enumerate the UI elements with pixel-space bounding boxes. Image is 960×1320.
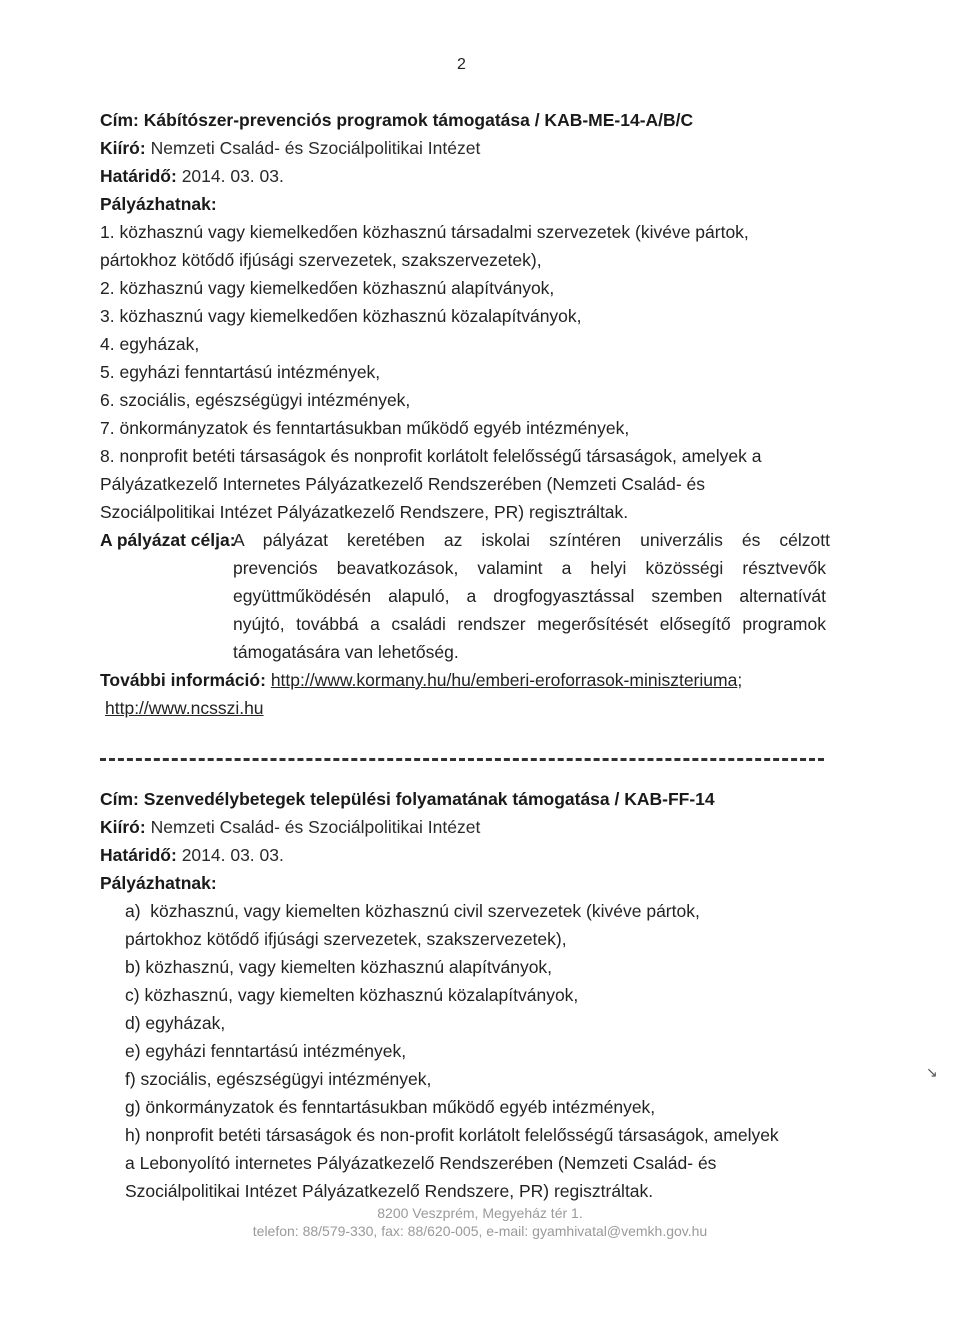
list-item: f) szociális, egészségügyi intézmények, [125, 1069, 432, 1089]
list-item: e) egyházi fenntartású intézmények, [125, 1041, 407, 1061]
list-item: Pályázatkezelő Internetes Pályázatkezelő Rendszerében (Nemzeti Család- és [100, 474, 706, 494]
title-label: Cím: [100, 789, 139, 809]
grant-block-2 [100, 785, 830, 1205]
list-item: 2. közhasznú vagy kiemelkedően közhasznú alapítványok, [100, 278, 555, 298]
page-number: 2 [457, 56, 466, 73]
stray-mark-icon: ↘ [926, 1064, 938, 1080]
applicants-list [100, 897, 830, 1205]
issuer-row [100, 134, 830, 162]
list-item: 3. közhasznú vagy kiemelkedően közhasznú közalapítványok, [100, 306, 582, 326]
title-row [100, 785, 830, 813]
list-item: b) közhasznú, vagy kiemelten közhasznú alapítványok, [125, 957, 553, 977]
issuer-value: Nemzeti Család- és Szociálpolitikai Intézet [150, 138, 481, 158]
info-separator: ; [737, 670, 743, 690]
list-item: 8. nonprofit betéti társaságok és nonprofit korlátolt felelősségű társaságok, amelyek a [100, 446, 762, 466]
footer-contact: telefon: 88/579-330, fax: 88/620-005, e-mail: gyamhivatal@vemkh.gov.hu [252, 1223, 708, 1239]
ministry-link[interactable]: http://www.kormany.hu/hu/emberi-eroforrasok-miniszteriuma [270, 670, 738, 690]
deadline-row [100, 162, 830, 190]
list-item: Szociálpolitikai Intézet Pályázatkezelő Rendszere, PR) regisztráltak. [100, 502, 629, 522]
list-item: 5. egyházi fenntartású intézmények, [100, 362, 381, 382]
info-label: További információ: [100, 670, 266, 690]
issuer-row [100, 813, 830, 841]
list-item: g) önkormányzatok és fenntartásukban működő egyéb intézmények, [125, 1097, 656, 1117]
goal-first-line: A pályázat keretében az iskolai színtéren univerzális és célzott [233, 530, 830, 550]
list-item: 7. önkormányzatok és fenntartásukban működő egyéb intézmények, [100, 418, 630, 438]
list-item: 4. egyházak, [100, 334, 200, 354]
applicants-list [100, 218, 830, 526]
list-item: 1. közhasznú vagy kiemelkedően közhasznú társadalmi szervezetek (kivéve pártok, [100, 222, 749, 242]
list-item: a Lebonyolító internetes Pályázatkezelő Rendszerében (Nemzeti Család- és [125, 1153, 717, 1173]
goal-text [233, 554, 826, 666]
goal-label: A pályázat célja: [100, 530, 236, 550]
title-value: Szenvedélybetegek települési folyamatának támogatása / KAB-FF-14 [143, 789, 715, 809]
title-label: Cím: [100, 110, 139, 130]
goal-line: támogatására van lehetőség. [233, 642, 459, 662]
section-divider [100, 758, 824, 761]
deadline-label: Határidő: [100, 166, 177, 186]
list-item: pártokhoz kötődő ifjúsági szervezetek, szakszervezetek), [125, 929, 567, 949]
applicants-label: Pályázhatnak: [100, 194, 217, 214]
applicants-heading [100, 190, 830, 218]
list-item: h) nonprofit betéti társaságok és non-profit korlátolt felelősségű társaságok, amelyek [125, 1125, 779, 1145]
title-row [100, 106, 830, 134]
issuer-label: Kiíró: [100, 817, 146, 837]
list-item: 6. szociális, egészségügyi intézmények, [100, 390, 411, 410]
applicants-label: Pályázhatnak: [100, 873, 217, 893]
footer-address: 8200 Veszprém, Megyeház tér 1. [377, 1205, 583, 1221]
grant-block-1 [100, 106, 830, 722]
deadline-row [100, 841, 830, 869]
list-item: d) egyházak, [125, 1013, 226, 1033]
goal-line: prevenciós beavatkozások, valamint a helyi közösségi résztvevők [233, 558, 826, 578]
issuer-value: Nemzeti Család- és Szociálpolitikai Intézet [150, 817, 481, 837]
info-row [100, 666, 830, 694]
goal-first-row [100, 526, 830, 554]
list-item: pártokhoz kötődő ifjúsági szervezetek, szakszervezetek), [100, 250, 542, 270]
deadline-value: 2014. 03. 03. [181, 845, 284, 865]
list-item: c) közhasznú, vagy kiemelten közhasznú közalapítványok, [125, 985, 579, 1005]
deadline-value: 2014. 03. 03. [181, 166, 284, 186]
deadline-label: Határidő: [100, 845, 177, 865]
issuer-label: Kiíró: [100, 138, 146, 158]
goal-line: együttműködésén alapuló, a drogfogyasztással szemben alternatívát [233, 586, 826, 606]
ncsszi-link[interactable]: http://www.ncsszi.hu [105, 698, 264, 718]
goal-section [100, 526, 830, 666]
goal-line: nyújtó, továbbá a családi rendszer megerősítését elősegítő programok [233, 614, 826, 634]
applicants-heading [100, 869, 830, 897]
info-row-2 [100, 694, 830, 722]
title-value: Kábítószer-prevenciós programok támogatása / KAB-ME-14-A/B/C [143, 110, 694, 130]
list-item: Szociálpolitikai Intézet Pályázatkezelő Rendszere, PR) regisztráltak. [125, 1181, 654, 1201]
list-item: a) közhasznú, vagy kiemelten közhasznú civil szervezetek (kivéve pártok, [125, 901, 700, 921]
